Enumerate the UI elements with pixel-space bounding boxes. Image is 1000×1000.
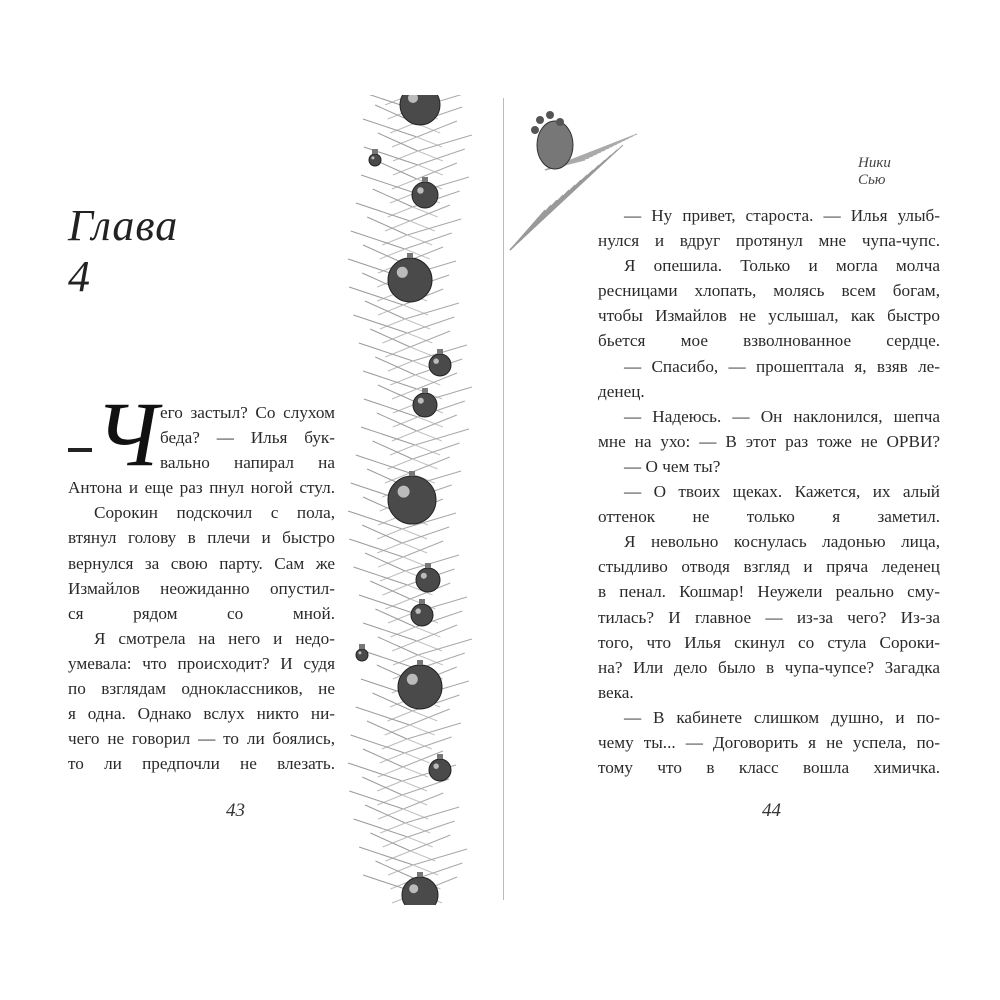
pine-needle	[405, 303, 459, 319]
pine-needle	[405, 319, 430, 329]
text-line: — О чем ты?	[624, 456, 721, 476]
text-line: чтобы Измайлов не услышал, как быстро	[598, 306, 940, 326]
bauble-icon	[416, 568, 440, 592]
pine-needle	[367, 217, 407, 235]
pine-needle	[405, 737, 452, 753]
text-line: — Ну привет, староста. — Илья улыб-	[624, 206, 940, 225]
pine-needle	[403, 541, 443, 557]
pine-needle	[354, 567, 408, 585]
pine-needle	[349, 539, 403, 557]
bauble-highlight	[433, 763, 439, 769]
pine-needle	[415, 375, 440, 385]
berry-icon	[556, 118, 564, 126]
pine-needle	[418, 135, 472, 151]
pine-needle	[354, 819, 408, 837]
pine-needle	[408, 837, 433, 847]
pine-needle	[377, 161, 417, 179]
pine-needle	[390, 627, 415, 637]
pine-needle	[390, 375, 415, 385]
pine-needle	[402, 779, 449, 795]
bauble-cap	[417, 660, 423, 665]
text-line: века.	[598, 682, 634, 702]
pine-needle	[364, 651, 418, 669]
text-line: Сорокин подскочил с пола,	[94, 503, 335, 523]
pine-needle	[393, 655, 418, 665]
bauble-icon	[402, 877, 438, 905]
bauble-highlight	[433, 358, 439, 364]
text-line: тилась? И главное — из-за чего? Из-за	[598, 607, 940, 627]
page-number-left: 43	[226, 800, 245, 821]
pine-needle	[390, 123, 415, 133]
pine-needle	[363, 371, 417, 389]
christmas-garland-ornament	[340, 95, 480, 905]
pine-needle	[413, 849, 467, 865]
pine-cone-icon	[537, 121, 573, 169]
pine-needle	[351, 231, 405, 249]
pine-needle	[413, 865, 438, 875]
pine-needle	[349, 791, 403, 809]
text-line: мне на ухо: — В этот раз тоже не ОРВИ?	[598, 431, 940, 451]
text-line: — Надеюсь. — Он наклонился, шепча	[624, 406, 940, 426]
pine-needle	[363, 749, 403, 767]
pine-needle	[364, 399, 418, 417]
pine-needle	[403, 767, 428, 777]
pine-needle	[410, 835, 450, 851]
text-line: вернулся за свою парту. Сам же	[68, 553, 335, 573]
bauble-icon	[429, 354, 451, 376]
text-line: я одна. Однако вслух никто ни-	[68, 704, 335, 724]
text-line: его застыл? Со слухом	[160, 403, 335, 422]
left-body-text	[68, 400, 335, 776]
text-line: того, что Илья скинул со стула Сороки-	[598, 632, 940, 652]
pine-needle	[353, 315, 407, 333]
text-line: — Спасибо, — прошептала я, взяв ле-	[624, 356, 940, 376]
bauble-highlight	[417, 187, 424, 194]
pine-needle	[362, 777, 402, 795]
pine-needle	[388, 865, 413, 875]
bauble-cap	[437, 349, 443, 354]
bauble-highlight	[409, 884, 418, 893]
pine-needle	[410, 725, 435, 735]
bauble-icon	[411, 604, 433, 626]
pine-needle	[367, 721, 407, 739]
text-line: чего не говорил — то ли боялись,	[68, 729, 335, 749]
text-line: — В кабинете слишком душно, и по-	[624, 707, 940, 727]
pine-needle	[351, 735, 405, 753]
bauble-cap	[409, 471, 415, 476]
pine-needle	[402, 543, 427, 553]
bauble-icon	[429, 759, 451, 781]
text-line: то ли предпочли не влезать.	[68, 754, 335, 774]
pine-needle	[413, 459, 438, 469]
pine-needle	[417, 415, 457, 431]
pine-needle	[385, 221, 410, 231]
pine-needle	[363, 623, 417, 641]
bauble-icon	[400, 95, 440, 125]
bauble-cap	[417, 872, 423, 877]
pine-needle	[410, 331, 450, 347]
pine-needle	[356, 203, 410, 221]
pine-needle	[373, 189, 413, 207]
bauble-cap	[419, 599, 425, 604]
text-line: беда? — Илья бук-	[160, 428, 335, 448]
pine-needle	[359, 343, 413, 361]
pine-needle	[403, 793, 443, 809]
drop-cap: Ч	[95, 383, 159, 485]
pine-needle	[417, 625, 457, 641]
text-line: по взглядам одноклассников, не	[68, 679, 335, 699]
bauble-cap	[422, 388, 428, 393]
pine-needle	[407, 219, 461, 235]
pine-needle	[408, 821, 455, 837]
text-line: на? Или дело было в чупа-чупсе? Загадка	[598, 657, 940, 677]
text-line: ся рядом со мной.	[68, 603, 335, 623]
bauble-highlight	[371, 156, 374, 159]
pine-needle	[373, 441, 413, 459]
berry-icon	[546, 111, 554, 119]
bauble-cap	[407, 253, 413, 258]
bauble-cap	[422, 177, 428, 182]
pine-needle	[402, 781, 427, 791]
pine-needle	[407, 317, 454, 333]
pine-needle	[410, 457, 450, 473]
pine-needle	[407, 333, 432, 343]
pine-needle	[382, 235, 407, 245]
text-line: в пенал. Кошмар! Неужели реально сму-	[598, 582, 940, 602]
pine-needle	[392, 137, 417, 147]
page-number-right: 44	[762, 800, 781, 821]
pine-needle	[402, 795, 427, 805]
text-line: бьется мое взволнованное сердце.	[598, 331, 940, 351]
text-line: Измайлов неожиданно опустил-	[68, 578, 335, 598]
bauble-icon	[356, 649, 368, 661]
pine-needle	[388, 613, 413, 623]
bauble-highlight	[415, 608, 421, 614]
bauble-highlight	[407, 674, 418, 685]
pine-needle	[377, 413, 417, 431]
bauble-icon	[388, 258, 432, 302]
pine-needle	[402, 527, 449, 543]
pine-needle	[378, 557, 403, 567]
pine-needle	[418, 151, 443, 161]
pine-needle	[410, 709, 450, 725]
pine-needle	[361, 427, 415, 445]
text-line: денец.	[598, 381, 645, 401]
right-body-text	[598, 203, 940, 780]
book-spine	[503, 98, 504, 900]
pine-needle	[377, 795, 402, 805]
pine-needle	[415, 429, 469, 445]
bauble-cap	[359, 644, 365, 649]
pine-needle	[356, 707, 410, 725]
pine-needle	[413, 207, 438, 217]
pine-needle	[383, 585, 408, 595]
bauble-highlight	[358, 651, 361, 654]
pine-needle	[393, 151, 418, 161]
pine-needle	[359, 595, 413, 613]
pine-needle	[405, 823, 430, 833]
pine-needle	[392, 431, 417, 441]
pine-needle	[417, 641, 442, 651]
text-line: чему ты... — Договорить я не успела, по-	[598, 732, 940, 752]
bauble-icon	[412, 182, 438, 208]
pine-needle	[405, 807, 459, 823]
pine-needle	[418, 639, 472, 655]
pine-needle	[378, 767, 403, 777]
pine-needle	[382, 739, 407, 749]
bauble-cap	[372, 149, 378, 154]
pine-needle	[417, 163, 457, 179]
bauble-cap	[425, 563, 431, 568]
bauble-cap	[437, 754, 443, 759]
bauble-icon	[413, 393, 437, 417]
bauble-highlight	[421, 573, 427, 579]
bauble-highlight	[418, 398, 424, 404]
pine-needle	[385, 725, 410, 735]
text-line: — О твоих щеках. Кажется, их алый	[624, 482, 940, 502]
berry-icon	[531, 126, 539, 134]
bauble-icon	[398, 665, 442, 709]
text-line: нулся и вдруг протянул мне чупа-чупс.	[598, 231, 940, 251]
pine-needle	[387, 711, 412, 721]
pine-needle	[417, 431, 442, 441]
pine-needle	[361, 175, 415, 193]
pine-needle	[378, 809, 403, 819]
pine-needle	[378, 305, 403, 315]
text-line: тому что в класс вошла химичка.	[598, 758, 940, 778]
pine-needle	[410, 221, 435, 231]
pine-needle	[388, 361, 413, 371]
pine-needle	[412, 711, 437, 721]
text-line: Я невольно коснулась ладонью лица,	[624, 532, 940, 552]
pine-needle	[362, 525, 402, 543]
pine-needle	[407, 723, 461, 739]
text-line: вально напирал на	[160, 453, 335, 473]
text-line: Я опешила. Только и могла молча	[624, 256, 940, 276]
pine-needle	[392, 179, 417, 189]
bauble-icon	[388, 476, 436, 524]
pine-needle	[402, 529, 427, 539]
chapter-title: Глава 4	[68, 201, 179, 301]
text-line: Антона и еще раз пнул ногой стул.	[68, 478, 335, 498]
pine-needle	[383, 837, 408, 847]
pine-needle	[348, 763, 402, 781]
pine-needle	[363, 245, 403, 263]
pine-needle	[388, 459, 413, 469]
pine-needle	[415, 627, 440, 637]
pine-needle	[382, 333, 407, 343]
running-header-author: Ники Сью	[858, 155, 891, 188]
pine-needle	[413, 443, 460, 459]
berry-icon	[536, 116, 544, 124]
bauble-icon	[369, 154, 381, 166]
bauble-highlight	[397, 267, 408, 278]
pine-needle	[356, 455, 410, 473]
text-line: стыдливо отводя взгляд и пряча леденец	[598, 557, 940, 577]
text-line: ресницами хлопать, молясь всем богам,	[598, 281, 940, 301]
pine-needle	[388, 207, 413, 217]
bauble-highlight	[398, 486, 410, 498]
text-line: умевала: что происходит? И судя	[68, 653, 335, 673]
pine-needle	[377, 543, 402, 553]
pine-needle	[359, 847, 413, 865]
pine-needle	[405, 233, 452, 249]
text-line: втянул голову в плечи и быстро	[68, 528, 335, 548]
text-line: оттенок не только я заметил.	[598, 507, 940, 527]
text-line: Я смотрела на него и недо-	[94, 628, 335, 648]
pine-needle	[418, 149, 465, 165]
